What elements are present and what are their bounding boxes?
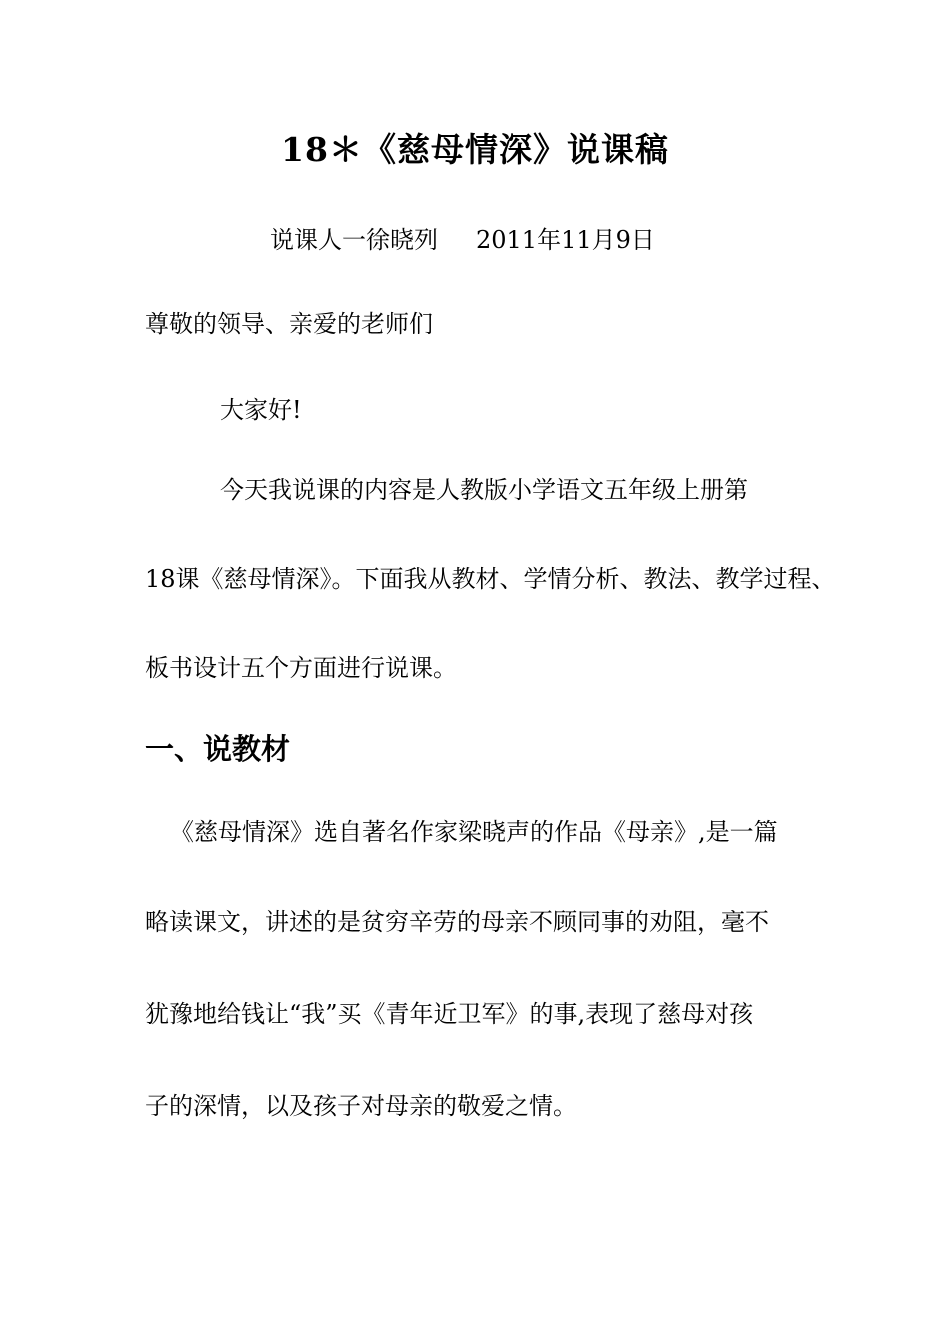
section-line-4: 子的深情，以及孩子对母亲的敬爱之情。 — [145, 1092, 577, 1120]
byline — [270, 222, 655, 258]
salutation: 尊敬的领导、亲爱的老师们 — [145, 310, 433, 338]
section-line-3: 犹豫地给钱让“我”买《青年近卫军》的事,表现了慈母对孩 — [145, 1000, 754, 1028]
intro-line-3: 板书设计五个方面进行说课。 — [145, 654, 457, 682]
intro-line-1: 今天我说课的内容是人教版小学语文五年级上册第 — [220, 476, 748, 504]
section-line-1: 《慈母情深》选自著名作家梁晓声的作品《母亲》,是一篇 — [170, 818, 778, 846]
document-title: 18＊《慈母情深》说课稿 — [281, 130, 669, 169]
section-heading: 一、说教材 — [145, 732, 291, 766]
section-line-2: 略读课文，讲述的是贫穷辛劳的母亲不顾同事的劝阻，毫不 — [145, 908, 769, 936]
speaker-name: 说课人一徐晓列 — [270, 226, 438, 254]
intro-line-2: 18课《慈母情深》。下面我从教材、学情分析、教法、教学过程、 — [145, 565, 836, 593]
lecture-date: 2011年11月9日 — [476, 226, 655, 254]
greeting: 大家好! — [220, 396, 302, 424]
